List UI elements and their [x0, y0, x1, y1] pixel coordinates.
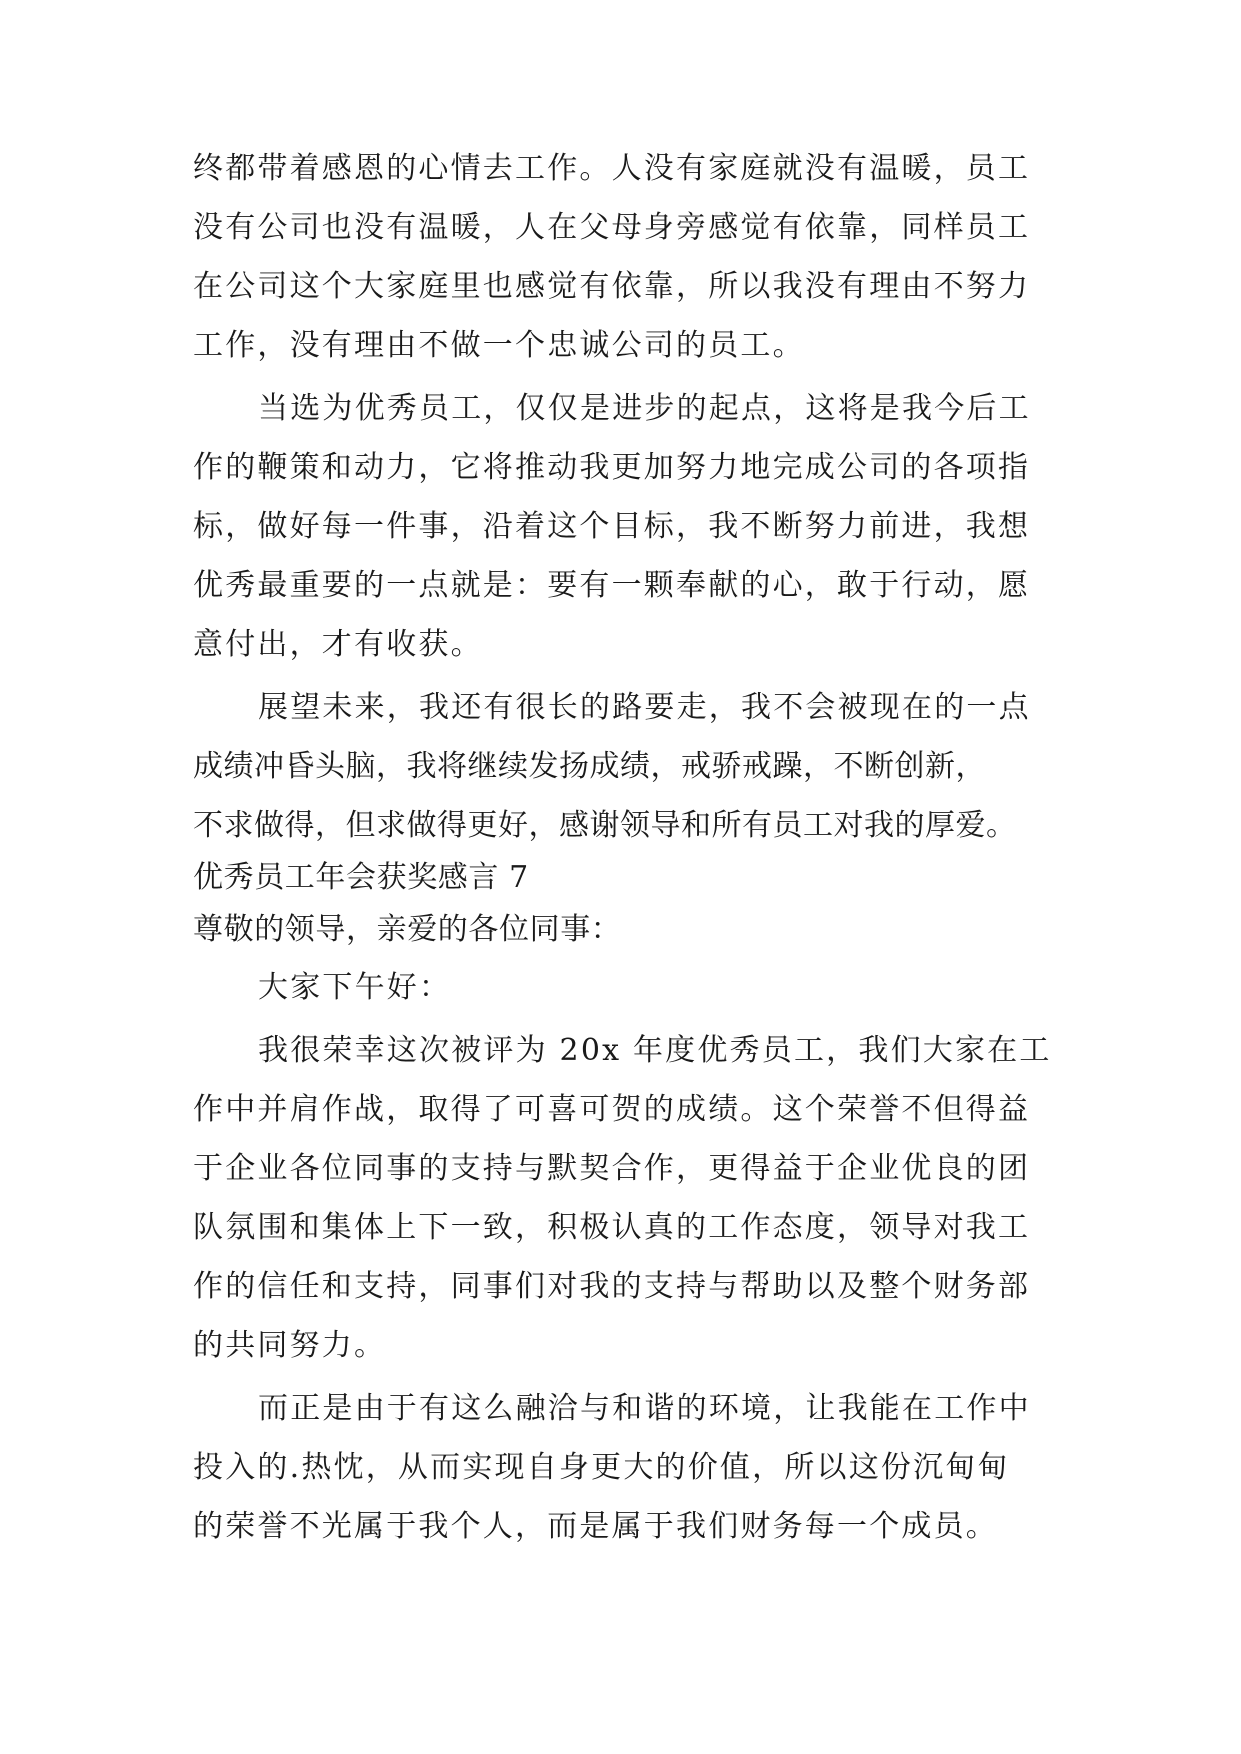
paragraph-line: 投入的.热忱，从而实现自身更大的价值，所以这份沉甸甸 [193, 1450, 1010, 1485]
paragraph-line: 作的鞭策和动力，它将推动我更加努力地完成公司的各项指 [193, 450, 1031, 485]
paragraph-line: 标，做好每一件事，沿着这个目标，我不断努力前进，我想 [193, 509, 1031, 544]
paragraph-line: 展望未来，我还有很长的路要走，我不会被现在的一点 [258, 690, 1031, 725]
paragraph-line: 当选为优秀员工，仅仅是进步的起点，这将是我今后工 [258, 391, 1031, 426]
paragraph-line: 不求做得，但求做得更好，感谢领导和所有员工对我的厚爱。 [193, 808, 1017, 843]
greeting: 大家下午好： [258, 970, 452, 1005]
salutation: 尊敬的领导，亲爱的各位同事： [193, 912, 622, 947]
paragraph-line: 的荣誉不光属于我个人，而是属于我们财务每一个成员。 [193, 1509, 998, 1544]
paragraph-line: 优秀最重要的一点就是：要有一颗奉献的心，敢于行动，愿 [193, 568, 1031, 603]
section-title: 优秀员工年会获奖感言 7 [193, 860, 529, 895]
paragraph-line: 而正是由于有这么融洽与和谐的环境，让我能在工作中 [258, 1391, 1031, 1426]
paragraph-line: 意付出，才有收获。 [193, 627, 483, 662]
paragraph-line: 的共同努力。 [193, 1328, 387, 1363]
paragraph-line: 成绩冲昏头脑，我将继续发扬成绩，戒骄戒躁，不断创新， [193, 749, 986, 784]
paragraph-line: 我很荣幸这次被评为 20x 年度优秀员工，我们大家在工 [258, 1033, 1052, 1068]
paragraph-line: 终都带着感恩的心情去工作。人没有家庭就没有温暖，员工 [193, 151, 1031, 186]
paragraph-line: 没有公司也没有温暖，人在父母身旁感觉有依靠，同样员工 [193, 210, 1031, 245]
paragraph-line: 工作，没有理由不做一个忠诚公司的员工。 [193, 328, 805, 363]
paragraph-line: 作的信任和支持，同事们对我的支持与帮助以及整个财务部 [193, 1269, 1031, 1304]
paragraph-line: 队氛围和集体上下一致，积极认真的工作态度，领导对我工 [193, 1210, 1031, 1245]
paragraph-line: 在公司这个大家庭里也感觉有依靠，所以我没有理由不努力 [193, 269, 1031, 304]
paragraph-line: 于企业各位同事的支持与默契合作，更得益于企业优良的团 [193, 1151, 1031, 1186]
paragraph-line: 作中并肩作战，取得了可喜可贺的成绩。这个荣誉不但得益 [193, 1092, 1031, 1127]
